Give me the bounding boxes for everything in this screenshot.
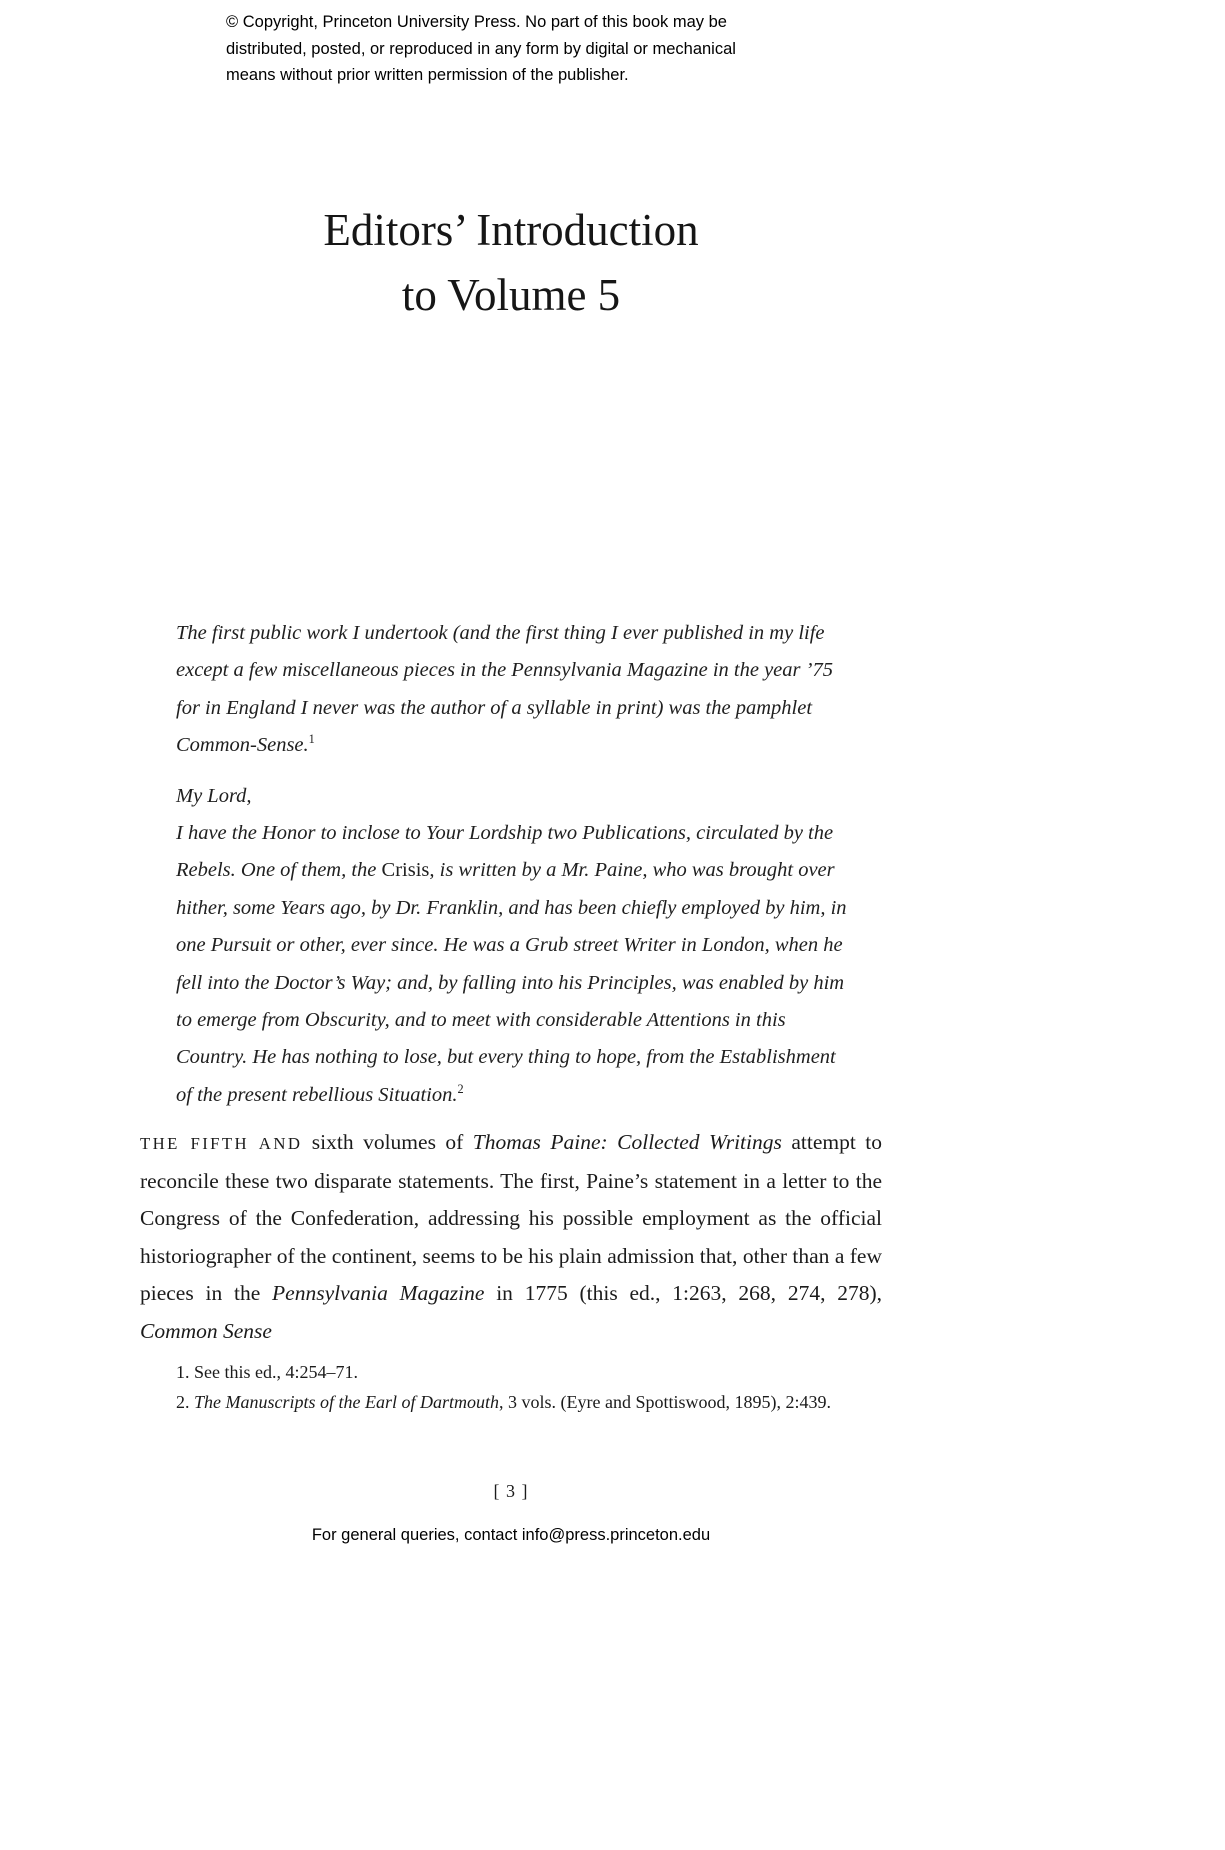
footnote-1: [140, 1358, 885, 1388]
footnote-marker: 1: [308, 732, 315, 747]
text-run: THE FIFTH AND: [140, 1134, 303, 1153]
epigraph-quote-2: [176, 778, 852, 1115]
main-paragraph: [140, 1124, 882, 1351]
footnotes-section: [140, 1358, 885, 1417]
chapter-title-line-1: Editors’ Introduction: [323, 205, 699, 255]
page-number: [ 3 ]: [493, 1481, 529, 1501]
text-run: My Lord,: [176, 784, 252, 807]
text-run: , 3 vols. (Eyre and Spottiswood, 1895), 2:439.: [499, 1391, 831, 1412]
footnote-marker: 2: [457, 1082, 464, 1097]
text-run: attempt to reconcile these two disparate statements. The first, Paine’s statement in a letter to the Congress of the Confederation, addressing his possible employment as the official historiographer of the continent, seems to be his plain admission that, other than a few pieces in the: [140, 1130, 883, 1306]
text-run: The first public work I undertook (and the first thing I ever published in my life except a few miscellaneous pieces in the Pennsylvania Magazine in the year ’75 for in England I never was the author of a syllable in print) was the pamphlet Common-Sense.: [176, 622, 833, 757]
text-run: I have the Honor to inclose to Your Lordship two Publications, circulated by the Rebels. One of them, the: [176, 822, 834, 882]
text-run: Pennsylvania Magazine: [272, 1281, 485, 1306]
copyright-line: © Copyright, Princeton University Press. No part of this book may be: [226, 13, 727, 31]
text-run: Thomas Paine: Collected Writings: [472, 1130, 782, 1154]
copyright-notice: [226, 9, 736, 89]
text-run: 2.: [176, 1391, 194, 1412]
footer-query-line: For general queries, contact info@press.princeton.edu: [311, 1526, 711, 1544]
text-run: 1. See this ed., 4:254–71.: [176, 1362, 358, 1382]
text-run: in 1775 (this ed., 1:263, 268, 274, 278),: [484, 1281, 882, 1306]
chapter-title-line-2: to Volume 5: [401, 270, 621, 320]
copyright-line: distributed, posted, or reproduced in any form by digital or mechanical: [226, 39, 736, 58]
copyright-line: means without prior written permission of the publisher.: [226, 66, 629, 84]
text-run: sixth volumes of: [302, 1130, 473, 1154]
text-run: Common Sense: [140, 1318, 272, 1343]
text-run: The Manuscripts of the Earl of Dartmouth: [194, 1391, 499, 1412]
text-run: Crisis: [381, 859, 430, 882]
epigraph-section: [176, 615, 852, 1114]
chapter-title: [140, 198, 882, 328]
footnote-2: [140, 1388, 885, 1418]
text-run: , is written by a Mr. Paine, who was brought over hither, some Years ago, by Dr. Franklin, and has been chiefly employed by him, in one Pursuit or other, ever since. He was a Grub street Writer in London, when he fell into the Doctor’s Way; and, by falling into his Principles, was enabled by him to emerge from Obscurity, and to meet with considerable Attentions in this Country. He has nothing to lose, but every thing to hope, from the Establishment of the present rebellious Situation.: [176, 859, 847, 1106]
epigraph-quote-1: [176, 615, 852, 765]
